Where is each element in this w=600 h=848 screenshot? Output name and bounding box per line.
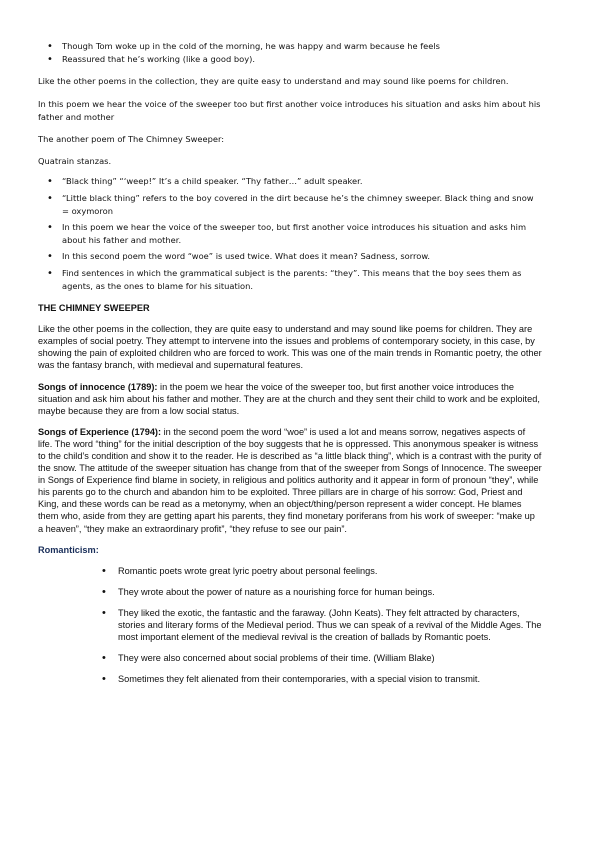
list-item: • In this second poem the word “woe” is used twice. What does it mean? Sadness, sorrow. (38, 250, 542, 263)
paragraph-voice: In this poem we hear the voice of the sweeper too but first another voice introduces his situation and asks him about his father and mother (38, 98, 541, 122)
list-item: • In this poem we hear the voice of the sweeper too, but first another voice introduces his situation and asks him about his father and mother. (38, 221, 542, 247)
list-item: • “Black thing” “‘weep!” It’s a child speaker. “Thy father…” adult speaker. (38, 175, 542, 188)
experience-label: Songs of Experience (1794): (38, 426, 162, 437)
intro-paragraph: Like the other poems in the collection, they are quite easy to understand and may sound like poems for children. They are examples of social poetry. They attempt to intervene into the issues and problems of contemporary society, in this case, by showing the pain of exploited children who are forced to work. This was one of the main trends in Romantic poetry, the other was the fantasy branch, with medieval and supernatural features. (38, 324, 542, 371)
list-item: • They wrote about the power of nature as a nourishing force for human beings. (38, 586, 542, 598)
notes-bullet-list (38, 175, 542, 293)
list-item: • “Little black thing” refers to the boy covered in the dirt because he’s the chimney sweeper. Black thing and snow = oxymoron (38, 192, 542, 218)
list-item: • Find sentences in which the grammatical subject is the parents: “they”. This means that the boy sees them as agents, as the ones to blame for his situation. (38, 267, 542, 293)
list-item: • Reassured that he’s working (like a good boy). (38, 53, 542, 66)
paragraph-another-poem: The another poem of The Chimney Sweeper: (38, 134, 225, 145)
list-item: • Sometimes they felt alienated from their contemporaries, with a special vision to transmit. (38, 673, 542, 685)
innocence-label: Songs of innocence (1789): (38, 381, 158, 392)
list-item: • Romantic poets wrote great lyric poetry about personal feelings. (38, 565, 542, 577)
section-heading: THE CHIMNEY SWEEPER (38, 303, 150, 314)
top-bullet-list (38, 40, 542, 66)
paragraph-stanzas: Quatrain stanzas. (38, 156, 112, 167)
list-item: • They liked the exotic, the fantastic and the faraway. (John Keats). They felt attracted by characters, stories and literary forms of the Medieval period. Thus we can speak of a revival of the Middle Ages. The most important element of the medieval revival is the creation of ballads by Romantic poets. (38, 607, 542, 643)
innocence-paragraph (38, 381, 542, 417)
list-item: • Though Tom woke up in the cold of the morning, he was happy and warm because he feels (38, 40, 542, 53)
list-item: • They were also concerned about social problems of their time. (William Blake) (38, 652, 542, 664)
experience-paragraph (38, 426, 542, 535)
innocence-text: in the poem we hear the voice of the sweeper too, but first another voice introduces the situation and ask him about his father and mother. They are at the church and they sent their child to work and be exploited, maybe because they are from a low social status. (38, 381, 540, 416)
romanticism-heading: Romanticism: (38, 544, 99, 555)
paragraph-collection: Like the other poems in the collection, they are quite easy to understand and may sound like poems for children. (38, 76, 509, 87)
experience-text: in the second poem the word “woe” is used a lot and means sorrow, negatives aspects of life. The word “thing” for the initial description of the boy suggests that he is oppressed. This anonymous speaker is witness to the child’s condition and show it to the reader. He is described as “a little black thing”, which is a contrast with the purity of the snow. The attitude of the sweeper situation has change from that of the sweeper from Songs of Innocence. The sweeper in Songs of Experience find blame in society, in religious and politics authority and it appear in form of pronoun “they”, while his parents go to the church and abandon him to be exploited. Three pillars are in charge of his sorrow: God, Priest and King, and these words can be read as a metonymy, when an object/thing/person represent a wider concept. He blames them who, aside from they are getting apart his parents, they find monetary poriferans from his work of sweeper: “make up a heaven”, “they make an extraordinary profit”, “they refuse to see our pain”. (38, 426, 542, 534)
romanticism-bullet-list (38, 565, 542, 686)
